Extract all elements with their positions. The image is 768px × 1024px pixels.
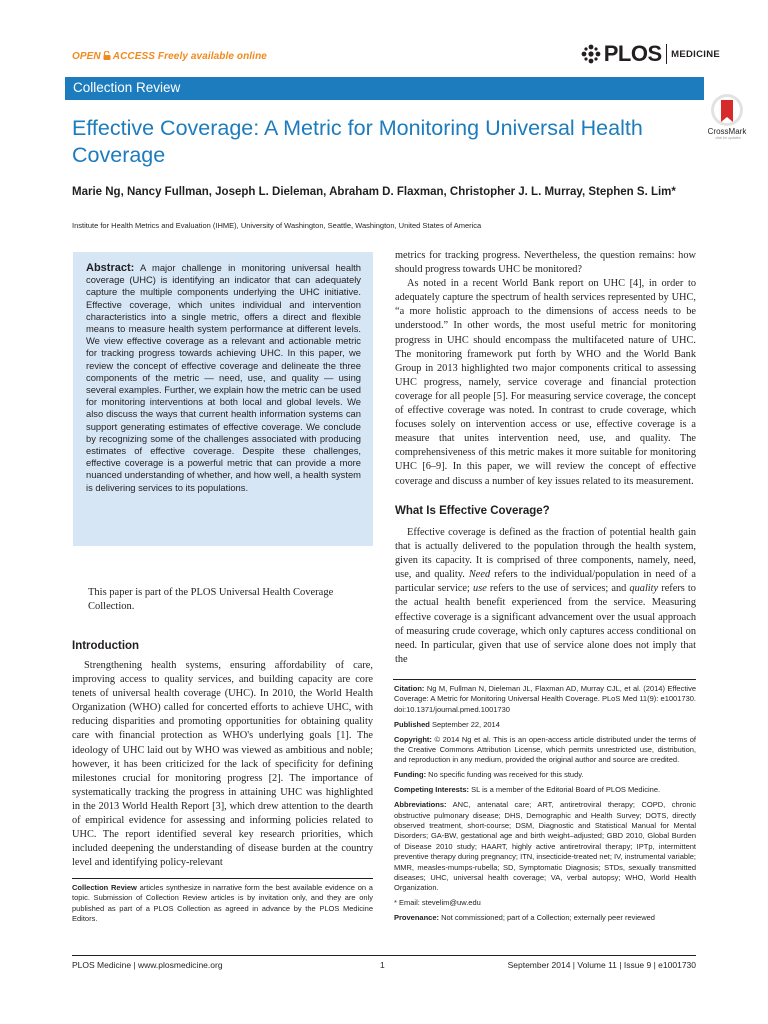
- footnote-divider: [72, 878, 373, 879]
- open-access-badge: [72, 51, 267, 62]
- article-type-label: Collection Review: [73, 80, 181, 95]
- footer-divider: [72, 955, 696, 956]
- crossmark-sub-label: click for updates: [715, 136, 741, 140]
- definition-use: refers to the use of services; and: [489, 583, 627, 595]
- provenance-text: Not commissioned; part of a Collection; externally peer reviewed: [441, 913, 655, 923]
- page-number: 1: [380, 960, 385, 970]
- introduction-text: [72, 659, 373, 870]
- collection-note: This paper is part of the PLOS Universal Health Coverage Collection.: [88, 587, 334, 612]
- freely-available-label: Freely available online: [157, 51, 267, 62]
- abbreviations-label: Abbreviations:: [394, 800, 447, 810]
- citation-label: Citation:: [394, 684, 425, 693]
- term-quality: quality: [629, 583, 659, 595]
- abbreviations: [394, 800, 696, 894]
- article-info: [394, 684, 696, 928]
- funding-text: No specific funding was received for this study.: [428, 770, 584, 780]
- affiliation: Institute for Health Metrics and Evaluation (IHME), University of Washington, Seattle, Washington, United States of America: [72, 221, 482, 230]
- info-divider: [393, 679, 696, 680]
- world-bank-paragraph: As noted in a recent World Bank report on UHC [4], in order to adequately capture the spectrum of health services represented by UHC, “a more holistic approach to the dimensions of access needs to be understood.” In other words, the most useful metric for monitoring progress in UHC should encompass the multifaceted nature of UHC. The monitoring framework put forth by WHO and the World Bank Group in 2013 highlighted two major components critical to assessing UHC progress, namely, service coverage and financial protection coverage for all people [5]. For measuring service coverage, the concept of effective coverage was noted. In contrast to crude coverage, which focuses solely on intervention access or use, effective coverage is a measure that unites intervention need, use, and quality. The comprehensiveness of this metric makes it more suitable for monitoring UHC [6–9]. In this paper, we will review the concept of effective coverage and discuss a number of key issues related to its measurement.: [395, 278, 696, 487]
- plos-wordmark: PLOS: [603, 41, 662, 66]
- abstract-label: Abstract:: [86, 262, 135, 274]
- published: [394, 720, 696, 730]
- open-lock-icon: [103, 51, 111, 60]
- corresponding-email[interactable]: * Email: stevelim@uw.edu: [394, 898, 481, 908]
- article-title: Effective Coverage: A Metric for Monitoring Universal Health Coverage: [72, 116, 643, 167]
- article-type-banner: [65, 77, 704, 100]
- citation-text[interactable]: Ng M, Fullman N, Dieleman JL, Flaxman AD, Murray CJL, et al. (2014) Effective Coverage: A Metric for Monitoring Universal Health Coverage. PLoS Med 11(9): e1001730. doi:10.1371/journal.pmed.1001730: [394, 684, 696, 714]
- funding-label: Funding:: [394, 770, 427, 780]
- author-list: Marie Ng, Nancy Fullman, Joseph L. Dieleman, Abraham D. Flaxman, Christopher J. L. Murray, Stephen S. Lim*: [72, 186, 676, 198]
- plos-logo-icon: [581, 44, 601, 64]
- footer-issue: September 2014 | Volume 11 | Issue 9 | e1001730: [507, 960, 696, 970]
- abbreviations-text: ANC, antenatal care; ART, antiretroviral therapy; COPD, chronic obstructive pulmonary disease; DHS, Demographic and Health Survey; DOTS, directly observed treatment, short-course; DSM, Diagnostic and Statistical Manual for Mental Disorders; GA-BW, gestational age and birth weight–adjusted; GBD 2010, Global Burden of Disease 2010 study; HAART, highly active antiretroviral therapy; IPTp, intermittent preventive therapy during pregnancy; ITN, insecticide-treated net; IV, instrumental variable; MMR, measles-mumps-rubella; SD, Symptomatic Diagnosis; STDs, sexually transmitted diseases; UHC, universal health coverage; VA, verbal autopsy; WHO, World Health Organization.: [394, 800, 696, 893]
- definition-need: refers to the individual/population in need of a particular service;: [395, 569, 697, 595]
- collection-review-footnote: [72, 883, 373, 925]
- introduction-paragraph: Strengthening health systems, ensuring affordability of care, improving access to quality services, and building capacity are core tenets of universal health coverage (UHC). In 2010, the World Health Organization (WHO) called for concerted efforts to achieve UHC, with reducing disparities and promoting opportunities for obtaining quality care with financial protection as WHO's underlying goals [1]. The ideology of UHC laid out by WHO was viewed as ambitious and noble; however, it has been criticized for the lack of specificity for defining milestones crucial for monitoring progress [2]. The importance of systematically tracking the progress in attaining UHC was highlighted in the 2013 World Health Report [3], which drew attention to the dearth of empirical evidence for assessing and informing policies related to UHC. The report identified several key research priorities, which included deepening the understanding of disease burden at the country level and identifying policy-relevant: [72, 660, 373, 869]
- introduction-heading: Introduction: [72, 640, 140, 652]
- published-label: Published: [394, 719, 430, 729]
- definition-end: refers to the actual health benefit experienced from the service. Measuring effective coverage is a significant advancement over the usual approach of measuring crude coverage, which only captures access conditional on need. In particular, given that use of service alone does not imply that the: [395, 583, 696, 665]
- collection-review-text: articles synthesize in narrative form the best available evidence on a topic. Submission of Collection Review articles is by invitation only, and they are only published as part of a PLOS Collection as agreed in advance by the PLOS Medicine Editors.: [72, 883, 373, 924]
- published-date: September 22, 2014: [431, 719, 500, 729]
- access-label: ACCESS: [112, 51, 156, 62]
- funding: [394, 770, 696, 780]
- medicine-wordmark: MEDICINE: [671, 48, 720, 60]
- citation: [394, 684, 696, 715]
- provenance-label: Provenance:: [394, 913, 440, 923]
- crossmark-label[interactable]: CrossMark: [707, 127, 747, 136]
- abstract-box: [73, 252, 373, 546]
- logo-divider: [666, 44, 668, 64]
- copyright-text: © 2014 Ng et al. This is an open-access article distributed under the terms of the Creative Commons Attribution License, which permits unrestricted use, distribution, and reproduction in any medium, provided the original author and source are credited.: [394, 734, 696, 765]
- footer-journal[interactable]: PLOS Medicine | www.plosmedicine.org: [72, 960, 223, 970]
- term-use: use: [473, 583, 487, 595]
- definition-paragraph: [395, 526, 696, 667]
- plos-medicine-logo[interactable]: [581, 42, 720, 66]
- competing-interests: [394, 785, 696, 795]
- copyright: [394, 735, 696, 766]
- competing-interests-label: Competing Interests:: [394, 785, 470, 795]
- definition-start: Effective coverage is defined as the fraction of potential health gain that is actually delivered to the population through the health system, given its capacity. It is comprised of three components, namely, need, use, and quality.: [395, 527, 696, 581]
- open-label: OPEN: [72, 51, 101, 62]
- provenance: [394, 913, 696, 923]
- section-heading-what-is-effective-coverage: What Is Effective Coverage?: [395, 505, 550, 517]
- copyright-label: Copyright:: [394, 734, 432, 744]
- continuation-paragraph: metrics for tracking progress. Nevertheless, the question remains: how should progress towards UHC be monitored?: [395, 250, 696, 276]
- abstract-text: A major challenge in monitoring universal health coverage (UHC) is identifying an indicator that can adequately capture the multiple components underlying the UHC initiative. Effective coverage, which unites individual and intervention characteristics into a single metric, offers a direct and flexible means to measure health system performance at different levels. We view effective coverage as a relevant and actionable metric for tracking progress towards achieving UHC. In this paper, we review the concept of effective coverage and delineate the three components of the metric — need, use, and quality — using several examples. Further, we explain how the metric can be used for monitoring interventions at both local and global levels. We also discuss the ways that current health information systems can support generating estimates of effective coverage. We conclude by recognizing some of the challenges associated with producing estimates of effective coverage. Despite these challenges, effective coverage is a powerful metric that can provide a more nuanced understanding of whether, and how well, a health system is delivering services to its populations.: [86, 262, 361, 493]
- right-column-top: [395, 249, 696, 489]
- collection-review-label: Collection Review: [72, 883, 137, 892]
- competing-interests-text: SL is a member of the Editorial Board of PLOS Medicine.: [471, 785, 661, 795]
- term-need: Need: [468, 569, 491, 581]
- right-column-section: [395, 526, 696, 667]
